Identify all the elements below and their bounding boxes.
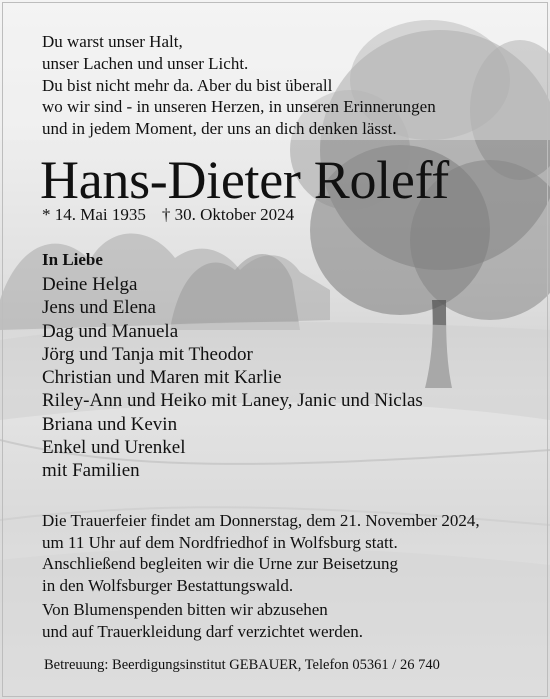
death-date: † 30. Oktober 2024 <box>161 205 295 224</box>
mourner-item: Riley-Ann und Heiko mit Laney, Janic und Niclas <box>42 390 423 412</box>
deceased-name: Hans-Dieter Roleff <box>40 150 449 210</box>
mourner-item: Enkel und Urenkel <box>42 437 186 459</box>
mourner-item: Dag und Manuela <box>42 320 179 342</box>
mourner-item: mit Familien <box>42 460 140 482</box>
funeral-service-info: Die Trauerfeier findet am Donnerstag, dem 21. November 2024, um 11 Uhr auf dem Nordfriedhof in Wolfsburg statt. Anschließend begleiten wir die Urne zur Beisetzung in den Wolfsburger Bestattungswald. <box>42 511 480 595</box>
in-liebe-heading: In Liebe <box>42 250 103 269</box>
mourner-item: Deine Helga <box>42 274 138 295</box>
birth-date: * 14. Mai 1935 <box>42 205 146 224</box>
funeral-home-contact: Betreuung: Beerdigungsinstitut GEBAUER, Telefon 05361 / 26 740 <box>44 657 440 673</box>
memorial-verse: Du warst unser Halt, unser Lachen und unser Licht. Du bist nicht mehr da. Aber du bist überall wo wir sind - in unseren Herzen, in unseren Erinnerungen und in jedem Moment, der uns an dich denken lässt. <box>42 32 436 139</box>
life-dates <box>42 204 294 226</box>
flowers-request: Von Blumenspenden bitten wir abzusehen und auf Trauerkleidung darf verzichtet werden. <box>42 600 363 641</box>
mourner-item: Jens und Elena <box>42 297 156 319</box>
mourner-item: Christian und Maren mit Karlie <box>42 367 282 389</box>
mourner-item: Jörg und Tanja mit Theodor <box>42 343 253 365</box>
mourners-list <box>42 273 423 483</box>
mourner-item: Briana und Kevin <box>42 413 178 435</box>
